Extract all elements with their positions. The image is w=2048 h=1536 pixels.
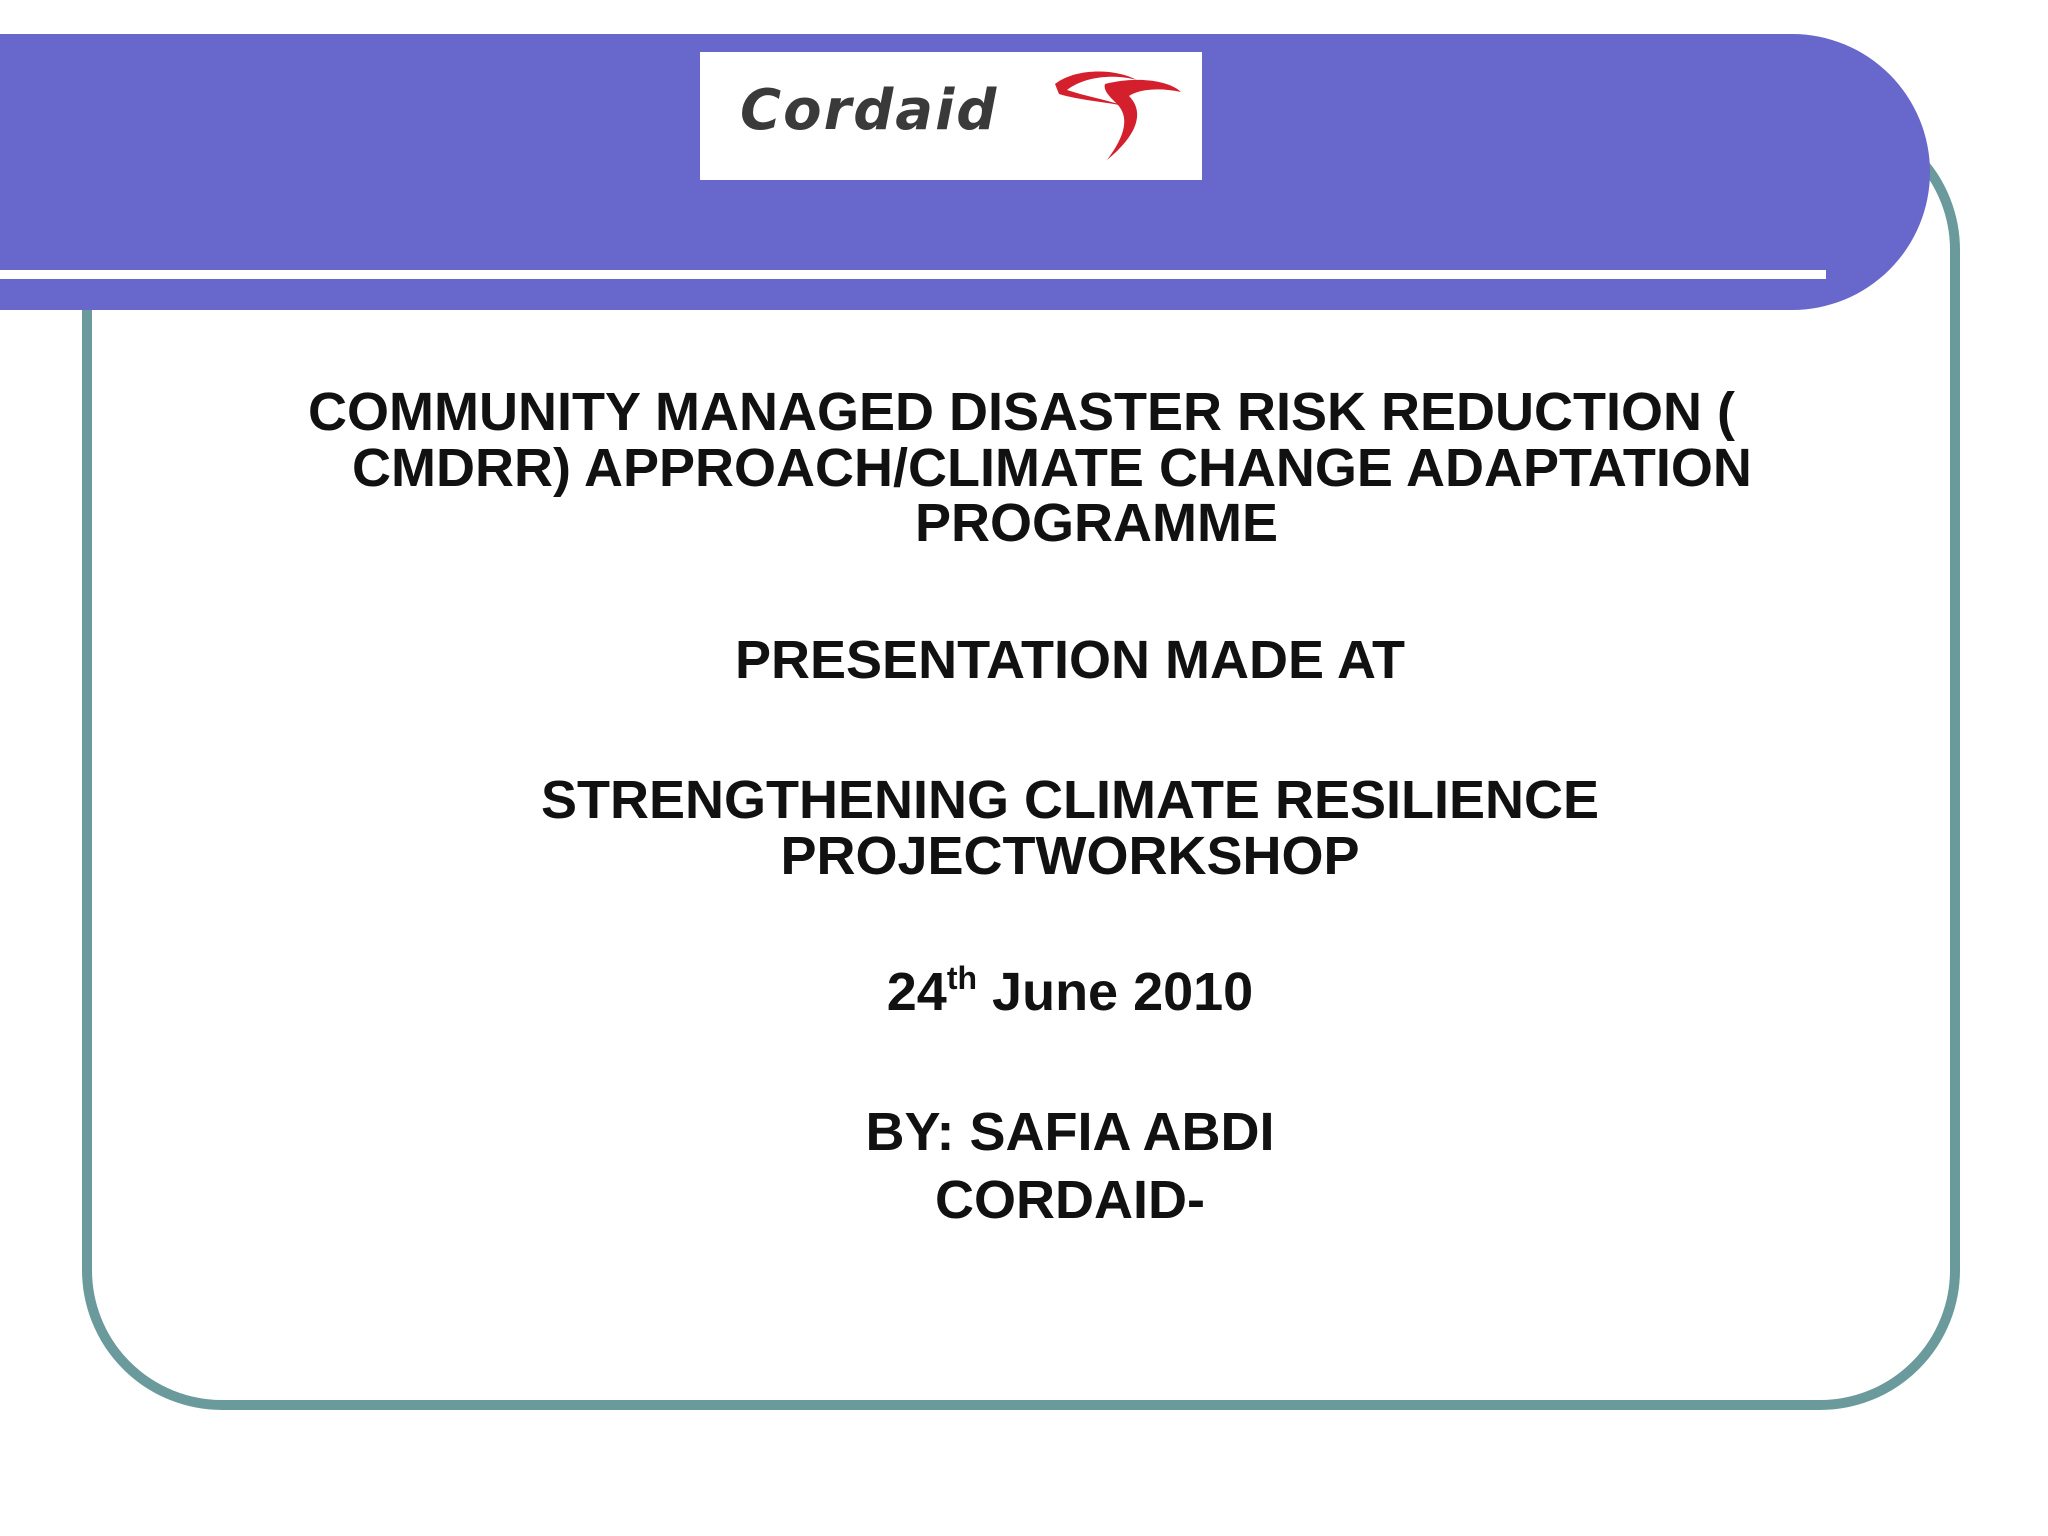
date-suffix: th bbox=[946, 960, 978, 996]
date-rest: June 2010 bbox=[977, 962, 1254, 1022]
organization: CORDAID- bbox=[935, 1170, 1205, 1230]
title-line-3: PROGRAMME bbox=[915, 493, 1278, 553]
author: BY: SAFIA ABDI bbox=[865, 1102, 1275, 1162]
workshop-line-2: PROJECTWORKSHOP bbox=[780, 826, 1360, 886]
workshop-line-1: STRENGTHENING CLIMATE RESILIENCE bbox=[540, 770, 1600, 830]
logo-wordmark: Cordaid bbox=[740, 78, 999, 143]
date-day: 24 bbox=[886, 962, 947, 1022]
title-line-1: COMMUNITY MANAGED DISASTER RISK REDUCTION ( bbox=[308, 382, 1736, 442]
title-line-2: CMDRR) APPROACH/CLIMATE CHANGE ADAPTATION bbox=[352, 438, 1752, 498]
presentation-date bbox=[0, 960, 2048, 1022]
presentation-made-at: PRESENTATION MADE AT bbox=[735, 630, 1405, 690]
